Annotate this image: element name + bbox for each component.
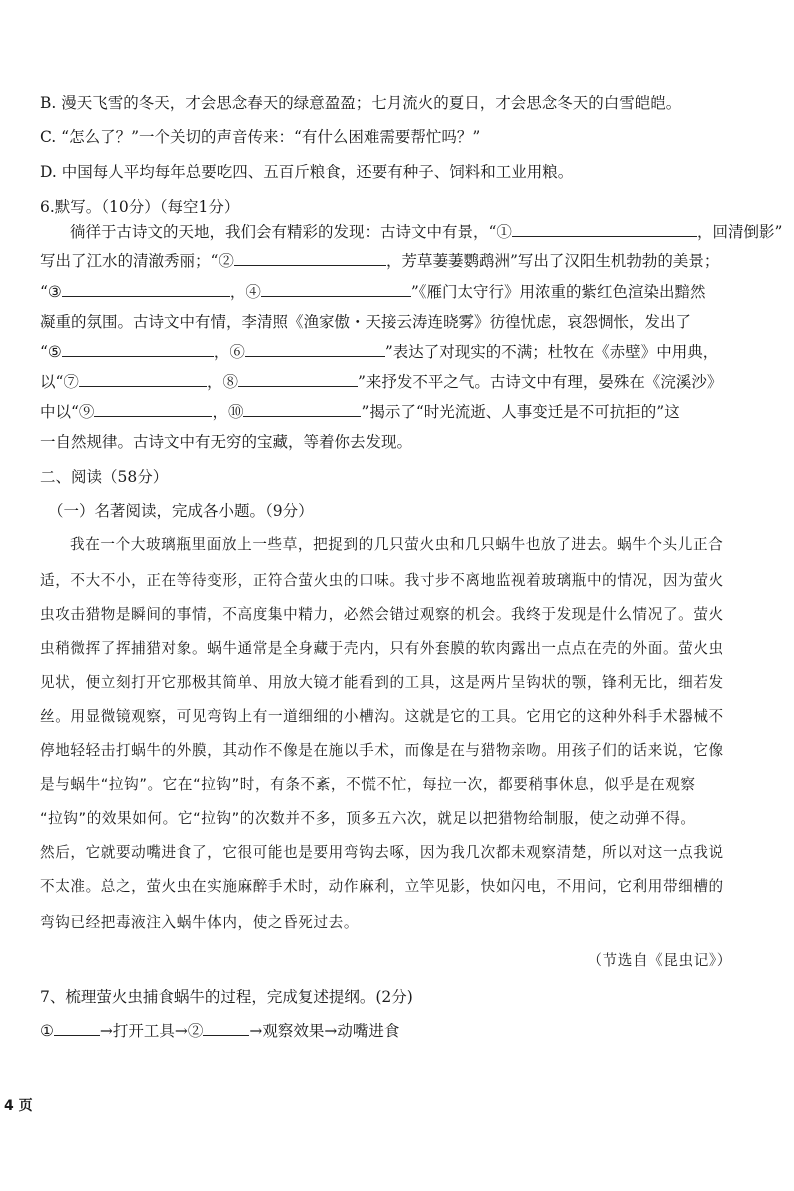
q6-line-5 (40, 341, 754, 363)
q6-text: ，回清倒影” (696, 223, 783, 241)
passage-line: 虫稍微挥了挥捕猎对象。蜗牛通常是全身藏于壳内，只有外套膜的软肉露出一点点在壳的外面。萤火虫 (40, 640, 724, 657)
q6-text: 以“⑦ (40, 373, 79, 391)
page-number: 4 页 (4, 1098, 33, 1114)
q6-line-2 (40, 250, 754, 272)
q6-text: ，芳草萋萋鹦鹉洲”写出了汉阳生机勃勃的美景； (385, 252, 720, 270)
passage-line: 见状，便立刻打开它那极其简单、用放大镜才能看到的工具，这是两片呈钩状的颚，锋利无比，细若发 (40, 674, 724, 691)
q7-title: 7、梳理萤火虫捕食蜗牛的过程，完成复述提纲。(2分) (40, 988, 413, 1006)
passage-source: （节选自《昆虫记》） (587, 952, 732, 969)
q6-line-1 (70, 221, 783, 243)
q7-text: ① (40, 1022, 54, 1040)
passage-line: 我在一个大玻璃瓶里面放上一些草，把捉到的几只萤火虫和几只蜗牛也放了进去。蜗牛个头儿正合 (70, 536, 724, 553)
passage-line: 停地轻轻击打蜗牛的外膜，其动作不像是在施以手术，而像是在与猎物亲吻。用孩子们的话来说，它像 (40, 742, 724, 759)
q6-text: 写出了江水的清澈秀丽；“② (40, 252, 234, 270)
q6-text: ，⑥ (213, 343, 245, 361)
answer-blank-5[interactable] (62, 342, 214, 357)
q6-text: ，④ (229, 283, 261, 301)
passage-line: 适，不大不小，正在等待变形，正符合萤火虫的口味。我寸步不离地监视着玻璃瓶中的情况，因为萤火 (40, 572, 724, 589)
answer-blank-2[interactable] (234, 251, 386, 266)
answer-blank-9[interactable] (94, 402, 212, 417)
q6-text: ，⑧ (206, 373, 238, 391)
passage-line: 弯钩已经把毒液注入蜗牛体内，使之昏死过去。 (40, 914, 360, 931)
q7-outline (40, 1020, 754, 1042)
answer-blank-q7-2[interactable] (203, 1021, 249, 1036)
q6-text: ”《雁门太守行》用浓重的紫红色渲染出黯然 (410, 283, 706, 301)
answer-blank-q7-1[interactable] (54, 1021, 100, 1036)
q6-line-8: 一自然规律。古诗文中有无穷的宝藏，等着你去发现。 (40, 433, 413, 451)
option-d: D. 中国每人平均每年总要吃四、五百斤粮食，还要有种子、饲料和工业用粮。 (40, 163, 574, 181)
answer-blank-8[interactable] (238, 372, 358, 387)
answer-blank-4[interactable] (261, 282, 411, 297)
q6-title: 6.默写。（10分）（每空1分） (40, 198, 240, 216)
q6-line-3 (40, 281, 754, 303)
passage-line: 虫攻击猎物是瞬间的事情，不高度集中精力，必然会错过观察的机会。我终于发现是什么情况了。萤火 (40, 606, 724, 623)
answer-blank-6[interactable] (245, 342, 385, 357)
q6-text: “③ (40, 283, 62, 301)
passage-line: 不太准。总之，萤火虫在实施麻醉手术时，动作麻利，立竿见影，快如闪电，不用问，它利用带细槽的 (40, 878, 724, 895)
q6-text: “⑤ (40, 343, 62, 361)
q6-line-6 (40, 371, 754, 393)
passage-line: 是与蜗牛“拉钩”。它在“拉钩”时，有条不紊，不慌不忙，每拉一次，都要稍事休息，似乎是在观察 (40, 776, 696, 793)
q6-line-4: 凝重的氛围。古诗文中有情，李清照《渔家傲・天接云涛连晓雾》彷徨忧虑，哀怨惆怅，发出了 (40, 313, 692, 331)
passage-line: “拉钩”的效果如何。它“拉钩”的次数并不多，顶多五六次，就足以把猎物给制服，使之动弹不得。 (40, 810, 696, 827)
q6-line-7 (40, 401, 754, 423)
q6-text: ”来抒发不平之气。古诗文中有理，晏殊在《浣溪沙》 (357, 373, 723, 391)
q7-text: →打开工具→② (99, 1022, 204, 1040)
q6-text: ”表达了对现实的不满；杜牧在《赤壁》中用典， (384, 343, 719, 361)
section-2-title: 二、阅读（58分） (40, 468, 169, 486)
q6-text: 中以“⑨ (40, 403, 95, 421)
q6-text: ”揭示了“时光流逝、人事变迁是不可抗拒的”这 (361, 403, 680, 421)
section-2-sub-1: （一）名著阅读，完成各小题。（9分） (48, 502, 314, 520)
q6-text: ，⑩ (212, 403, 244, 421)
q7-text: →观察效果→动嘴进食 (249, 1022, 400, 1040)
passage-line: 丝。用显微镜观察，可见弯钩上有一道细细的小槽沟。这就是它的工具。它用它的这种外科手术器械不 (40, 708, 724, 725)
q6-text: 徜徉于古诗文的天地，我们会有精彩的发现：古诗文中有景，“① (70, 223, 512, 241)
option-b: B. 漫天飞雪的冬天，才会思念春天的绿意盈盈；七月流火的夏日，才会思念冬天的白雪皑皑。 (40, 94, 682, 112)
answer-blank-7[interactable] (79, 372, 207, 387)
answer-blank-3[interactable] (62, 282, 230, 297)
answer-blank-10[interactable] (243, 402, 361, 417)
option-c: C. “怎么了？”一个关切的声音传来：“有什么困难需要帮忙吗？” (40, 128, 481, 146)
answer-blank-1[interactable] (512, 222, 697, 237)
passage-line: 然后，它就要动嘴进食了，它很可能也是要用弯钩去啄，因为我几次都未观察清楚，所以对这一点我说 (40, 844, 724, 861)
